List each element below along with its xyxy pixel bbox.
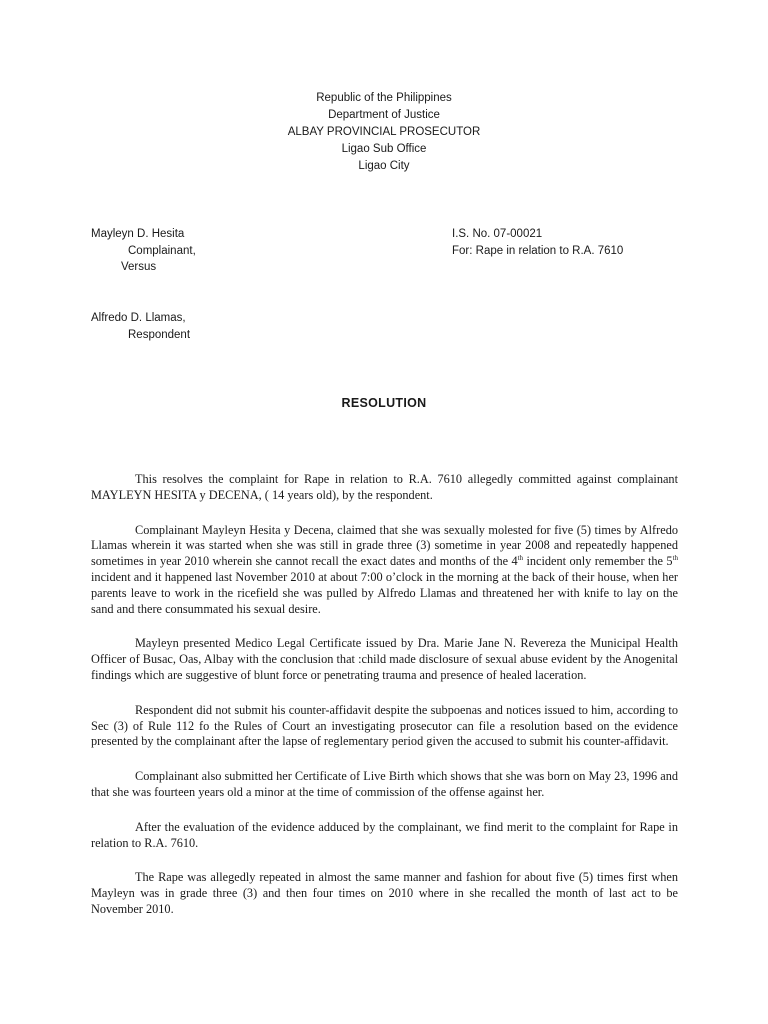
header-sub-office: Ligao Sub Office <box>341 143 427 155</box>
paragraph-complaint: This resolves the complaint for Rape in relation to R.A. 7610 allegedly committed against complainant MAYLEYN HESITA y DECENA, ( 14 years old), by the respondent. <box>91 472 678 502</box>
header-republic: Republic of the Philippines <box>316 92 452 104</box>
claim-text-part-1: Complainant Mayleyn Hesita y Decena, claimed that she was sexually molested for five (5) times by Alfredo Llamas wherein it was started when she was still in grade three (3) sometime in year 2008 and repeatedly happened sometimes in year 2010 wherein she cannot recall the exact dates and months of the 4 <box>91 522 678 569</box>
case-number: I.S. No. 07-00021 <box>452 228 543 240</box>
respondent-name: Alfredo D. Llamas, <box>91 312 186 324</box>
header-department: Department of Justice <box>328 109 440 121</box>
case-offense: For: Rape in relation to R.A. 7610 <box>452 245 624 257</box>
respondent-role: Respondent <box>128 329 191 341</box>
paragraph-medico-legal: Mayleyn presented Medico Legal Certificate issued by Dra. Marie Jane N. Revereza the Municipal Health Officer of Busac, Oas, Albay with the conclusion that :child made disclosure of sexual abuse evident by the Anogenital findings which are suggestive of blunt force or penetrating trauma and presence of healed laceration. <box>91 636 678 682</box>
paragraph-claim <box>91 523 678 618</box>
header-city: Ligao City <box>358 160 410 172</box>
versus-label: Versus <box>121 261 157 273</box>
paragraph-counter-affidavit: Respondent did not submit his counter-affidavit despite the subpoenas and notices issued to him, according to Sec (3) of Rule 112 fo the Rules of Court an investigating prosecutor can file a resolution based on the evidence presented by the complainant after the lapse of reglementary period given the accused to submit his counter-affidavit. <box>91 702 678 749</box>
document-title: RESOLUTION <box>341 396 427 410</box>
ordinal-suffix-5th: th <box>672 554 679 563</box>
paragraph-repetition: The Rape was allegedly repeated in almost the same manner and fashion for about five (5) times first when Mayleyn was in grade three (3) and then four times on 2010 where in she recalled the month of last act to be November 2010. <box>91 870 678 916</box>
complainant-role: Complainant, <box>128 245 196 257</box>
paragraph-finding: After the evaluation of the evidence adduced by the complainant, we find merit to the complaint for Rape in relation to R.A. 7610. <box>91 819 678 850</box>
document-header <box>0 90 768 175</box>
claim-text-part-3: incident and it happened last November 2010 at about 7:00 o’clock in the morning at the back of their house, when her parents leave to work in the ricefield she was pulled by Alfredo Llamas and threatened her with knife to lay on the sand and there consummated his sexual desire. <box>91 569 678 616</box>
complainant-name: Mayleyn D. Hesita <box>91 228 185 240</box>
ordinal-suffix-4th: th <box>517 554 524 563</box>
paragraph-birth-certificate: Complainant also submitted her Certificate of Live Birth which shows that she was born on May 23, 1996 and that she was fourteen years old a minor at the time of commission of the offense against her. <box>91 769 678 799</box>
claim-text-part-2: incident only remember the 5 <box>523 554 673 569</box>
resolution-body <box>91 472 678 937</box>
header-office: ALBAY PROVINCIAL PROSECUTOR <box>287 126 481 138</box>
